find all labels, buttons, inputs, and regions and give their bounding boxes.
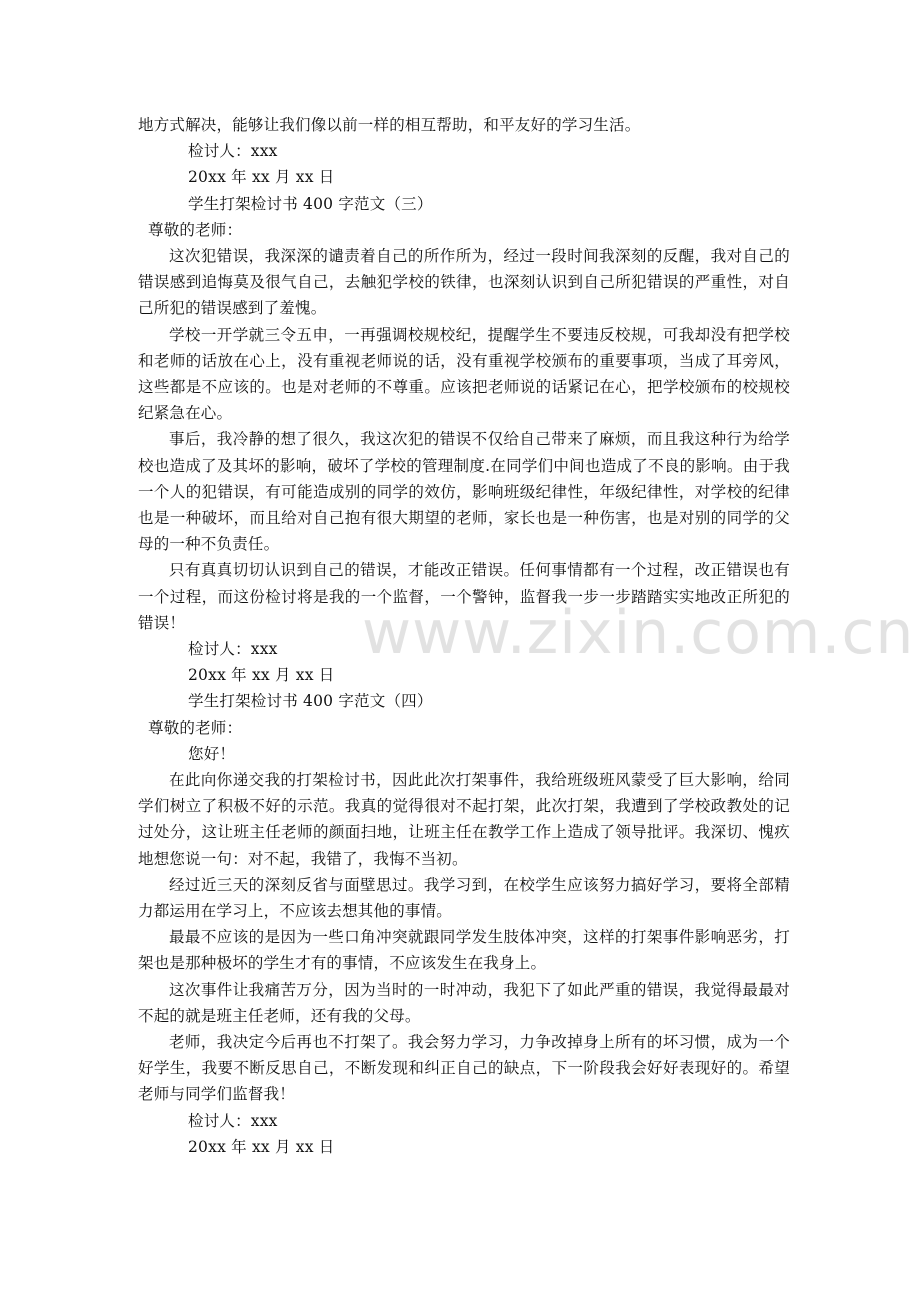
- paragraph: 老师，我决定今后再也不打架了。我会努力学习，力争改掉身上所有的坏习惯，成为一个好学生，我要不断反思自己，不断发现和纠正自己的缺点，下一阶段我会好好表现好的。希望老师与同学们监督我！: [138, 1032, 790, 1104]
- document-body: [138, 112, 790, 1160]
- paragraph: 只有真真切切认识到自己的错误，才能改正错误。任何事情都有一个过程，改正错误也有一个过程，而这份检讨将是我的一个监督，一个警钟，监督我一步一步踏踏实实地改正所犯的错误！: [138, 561, 790, 632]
- section-title: 学生打架检讨书 400 字范文（三）: [188, 194, 433, 213]
- section-title: 学生打架检讨书 400 字范文（四）: [188, 692, 433, 711]
- salutation: 尊敬的老师：: [148, 718, 243, 737]
- date-line: 20xx 年 xx 月 xx 日: [188, 666, 335, 685]
- paragraph: 在此向你递交我的打架检讨书，因此此次打架事件，我给班级班风蒙受了巨大影响，给同学们树立了积极不好的示范。我真的觉得很对不起打架，此次打架，我遭到了学校政教处的记过处分，这让班主任老师的颜面扫地，让班主任在教学工作上造成了领导批评。我深切、愧疚地想您说一句：对不起，我错了，我悔不当初。: [138, 770, 790, 868]
- paragraph: 这次犯错误，我深深的谴责着自己的所作所为，经过一段时间我深刻的反醒，我对自己的错误感到追悔莫及很气自己，去触犯学校的铁律，也深刻认识到自己所犯错误的严重性，对自己所犯的错误感到了羞愧。: [138, 246, 790, 318]
- paragraph: 事后，我冷静的想了很久，我这次犯的错误不仅给自己带来了麻烦，而且我这种行为给学校也造成了及其坏的影响，破坏了学校的管理制度.在同学们中间也造成了不良的影响。由于我一个人的犯错误，有可能造成别的同学的效仿，影响班级纪律性，年级纪律性，对学校的纪律也是一种破坏，而且给对自己抱有很大期望的老师，家长也是一种伤害，也是对别的同学的父母的一种不负责任。: [138, 430, 790, 554]
- signature-line: 检讨人：xxx: [188, 1111, 278, 1130]
- date-line: 20xx 年 xx 月 xx 日: [188, 168, 335, 187]
- watermark-text: www.zixin.com.cn: [362, 598, 915, 668]
- date-line: 20xx 年 xx 月 xx 日: [188, 1137, 335, 1156]
- salutation: 尊敬的老师：: [148, 220, 243, 239]
- paragraph: 学校一开学就三令五申，一再强调校规校纪，提醒学生不要违反校规，可我却没有把学校和老师的话放在心上，没有重视老师说的话，没有重视学校颁布的重要事项，当成了耳旁风，这些都是不应该的。也是对老师的不尊重。应该把老师说的话紧记在心，把学校颁布的校规校纪紧急在心。: [138, 325, 790, 423]
- paragraph: 经过近三天的深刻反省与面壁思过。我学习到，在校学生应该努力搞好学习，要将全部精力都运用在学习上，不应该去想其他的事情。: [138, 875, 790, 920]
- paragraph: 最最不应该的是因为一些口角冲突就跟同学发生肢体冲突，这样的打架事件影响恶劣，打架也是那种极坏的学生才有的事情，不应该发生在我身上。: [138, 928, 790, 973]
- greeting: 您好！: [188, 744, 236, 763]
- signature-line: 检讨人：xxx: [188, 639, 278, 658]
- signature-line: 检讨人：xxx: [188, 142, 278, 161]
- paragraph: 这次事件让我痛苦万分，因为当时的一时冲动，我犯下了如此严重的错误，我觉得最最对不起的就是班主任老师，还有我的父母。: [138, 980, 790, 1025]
- continuation-line: 地方式解决，能够让我们像以前一样的相互帮助，和平友好的学习生活。: [138, 116, 641, 134]
